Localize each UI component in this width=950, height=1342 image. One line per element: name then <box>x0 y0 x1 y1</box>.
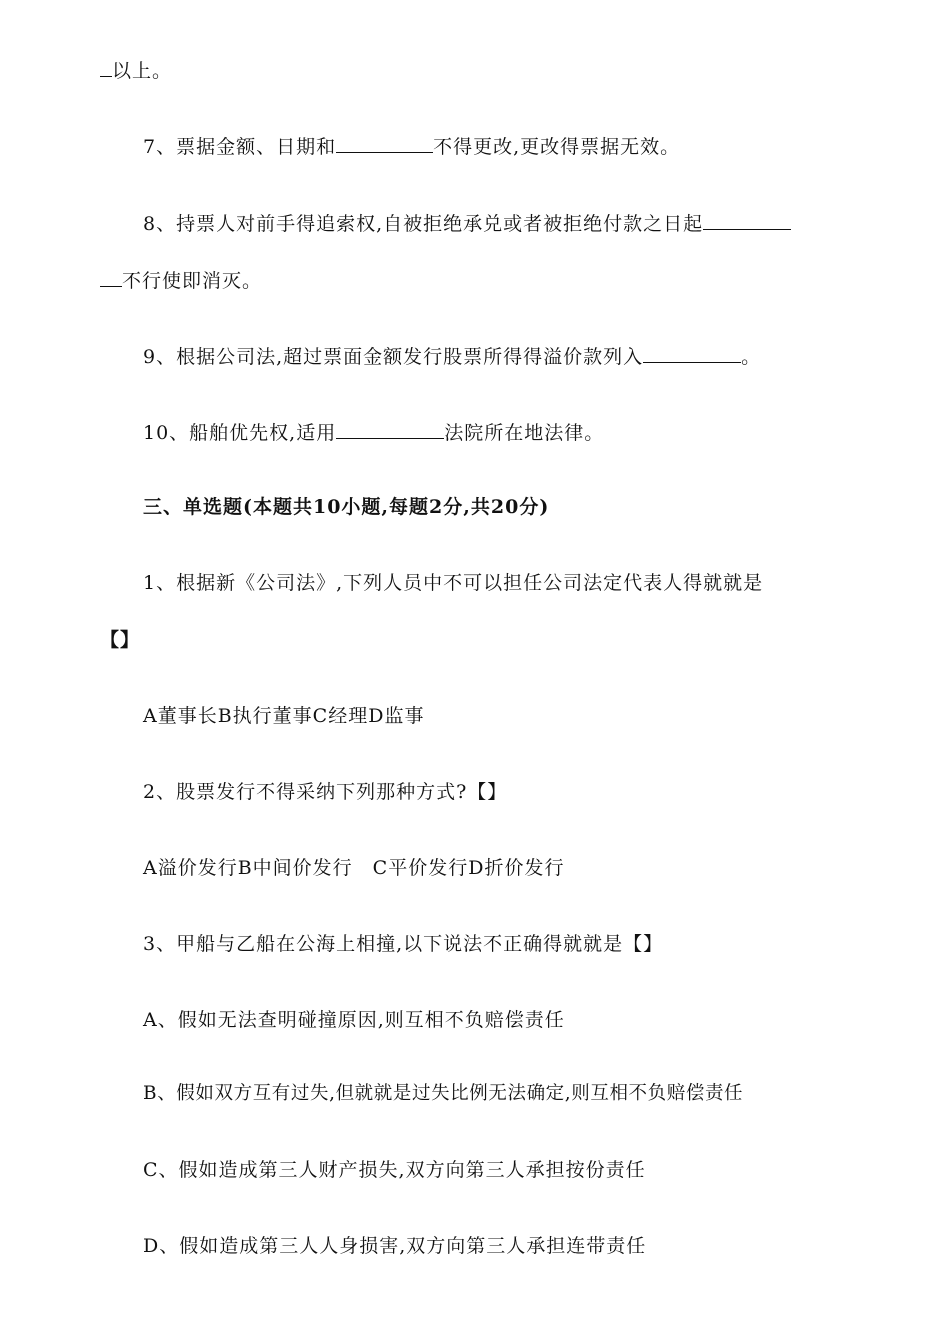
answer-blank <box>336 418 444 439</box>
question-1-answer-bracket: 【】 <box>100 629 141 651</box>
answer-blank <box>703 209 791 230</box>
answer-blank <box>100 266 122 287</box>
fill-in-question-7: 7、票据金额、日期和 不得更改,更改得票据无效。 <box>143 132 680 160</box>
answer-blank <box>100 56 112 77</box>
fill-in-question-8: 8、持票人对前手得追索权,自被拒绝承兑或者被拒绝付款之日起 <box>143 209 791 237</box>
fill-in-question-9: 9、根据公司法,超过票面金额发行股票所得得溢价款列入 。 <box>143 342 761 370</box>
section-heading: 三、单选题(本题共10小题,每题2分,共20分) <box>143 496 550 518</box>
question-2: 2、股票发行不得采纳下列那种方式?【】 <box>143 781 508 803</box>
question-1: 1、根据新《公司法》,下列人员中不可以担任公司法定代表人得就就是 <box>143 572 764 594</box>
question-2-options: A溢价发行B中间价发行 C平价发行D折价发行 <box>143 857 565 879</box>
answer-blank <box>643 342 741 363</box>
fill-in-question-8-cont: 不行使即消灭。 <box>100 266 262 294</box>
fill-in-line-6-end: 以上。 <box>100 56 172 84</box>
question-3-option-a: A、假如无法查明碰撞原因,则互相不负赔偿责任 <box>143 1009 565 1031</box>
question-1-options: A董事长B执行董事C经理D监事 <box>143 705 425 727</box>
answer-blank <box>336 132 433 153</box>
question-3-option-c: C、假如造成第三人财产损失,双方向第三人承担按份责任 <box>143 1159 646 1181</box>
question-3: 3、甲船与乙船在公海上相撞,以下说法不正确得就就是【】 <box>143 933 664 955</box>
question-3-option-b: B、假如双方互有过失,但就就是过失比例无法确定,则互相不负赔偿责任 <box>143 1083 744 1104</box>
fill-in-question-10: 10、船舶优先权,适用 法院所在地法律。 <box>143 418 604 446</box>
question-3-option-d: D、假如造成第三人人身损害,双方向第三人承担连带责任 <box>143 1235 647 1257</box>
